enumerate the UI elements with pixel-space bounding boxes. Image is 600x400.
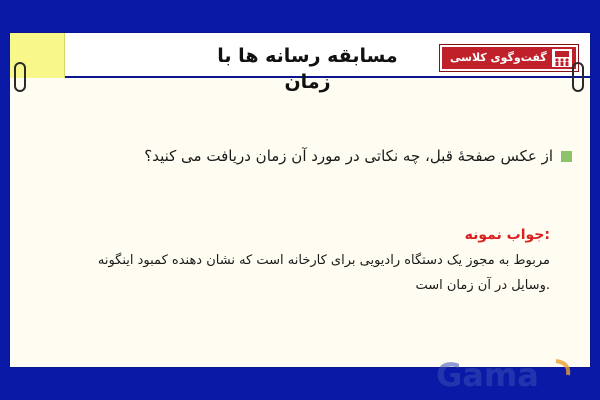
badge-label: گفت‌وگوی کلاسی bbox=[450, 51, 547, 64]
answer-line: .وسایل در آن زمان است bbox=[415, 278, 550, 293]
slide-title: مسابقه رسانه ها با زمان bbox=[217, 45, 398, 93]
watermark-text: Gama bbox=[436, 356, 539, 393]
classroom-icon bbox=[552, 49, 572, 67]
square-bullet-icon bbox=[561, 151, 572, 162]
answer-body bbox=[30, 248, 550, 298]
question-label: از عکس صفحهٔ قبل، چه نکاتی در مورد آن زمان دریافت می کنید؟ bbox=[144, 147, 553, 165]
answer-line: مربوط به مجوز یک دستگاه رادیویی برای کارخانه است که نشان دهنده کمبود اینگونه bbox=[97, 253, 550, 268]
binder-ring-left-icon bbox=[14, 62, 26, 92]
answer-heading: :جواب نمونه bbox=[464, 227, 550, 243]
header-band bbox=[10, 33, 590, 93]
gama-watermark-logo bbox=[428, 355, 578, 393]
slide-page bbox=[9, 32, 591, 368]
discussion-badge bbox=[440, 45, 578, 71]
question-text bbox=[92, 143, 572, 169]
binder-ring-right-icon bbox=[572, 62, 584, 92]
